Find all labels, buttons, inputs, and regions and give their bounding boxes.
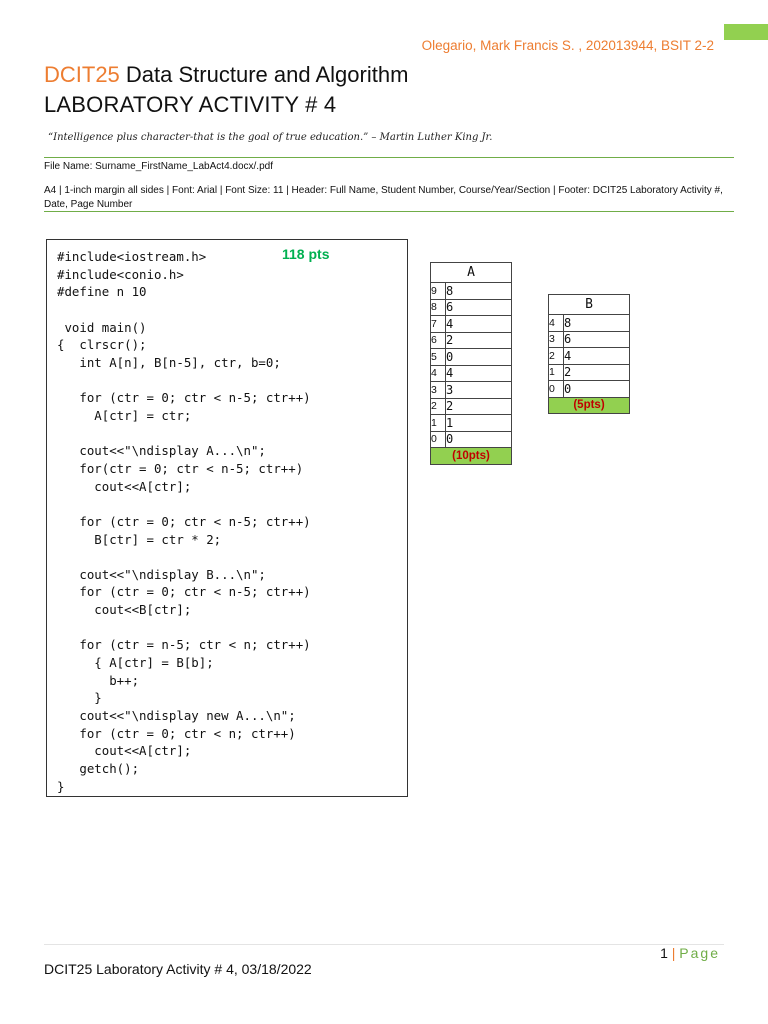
array-b-row xyxy=(549,381,630,398)
array-a-row xyxy=(431,299,512,316)
code-points-label: 118 pts xyxy=(282,246,330,262)
file-name-instruction: File Name: Surname_FirstName_LabAct4.docx/.pdf xyxy=(44,161,273,172)
array-a-row xyxy=(431,415,512,432)
array-a-row xyxy=(431,349,512,366)
array-b-row xyxy=(549,348,630,365)
array-a-index: 7 xyxy=(431,316,446,333)
course-name: Data Structure and Algorithm xyxy=(125,62,409,87)
divider-bottom xyxy=(44,211,734,212)
array-a-value: 2 xyxy=(446,332,512,349)
array-a-value: 0 xyxy=(446,349,512,366)
array-b-value: 4 xyxy=(564,348,630,365)
array-a-index: 4 xyxy=(431,365,446,382)
quote: “Intelligence plus character-that is the goal of true education.” – Martin Luther King Jr. xyxy=(48,132,493,143)
array-a-index: 6 xyxy=(431,332,446,349)
array-a-index: 9 xyxy=(431,283,446,300)
array-a-row xyxy=(431,431,512,448)
array-a-value: 1 xyxy=(446,415,512,432)
code-listing: #include<iostream.h> #include<conio.h> #define n 10 void main() { clrscr(); int A[n], B[n-5], ctr, b=0; for (ctr = 0; ctr < n-5; ctr++) A[ctr] = ctr; cout<<"\ndisplay A...\n"; for(ctr = 0; ctr < n-5; ctr++) cout<<A[ctr]; for (ctr = 0; ctr < n-5; ctr++) B[ctr] = ctr * 2; cout<<"\ndisplay B...\n"; for (ctr = 0; ctr < n-5; ctr++) cout<<B[ctr]; for (ctr = n-5; ctr < n; ctr++) { A[ctr] = B[b]; b++; } cout<<"\ndisplay new A...\n"; for (ctr = 0; ctr < n; ctr++) cout<<A[ctr]; getch(); } xyxy=(57,249,311,794)
array-b-index: 3 xyxy=(549,331,564,348)
array-b-value: 0 xyxy=(564,381,630,398)
array-a-title: A xyxy=(431,263,512,283)
array-a-points: (10pts) xyxy=(431,448,512,465)
array-b-table xyxy=(548,294,630,414)
array-b-points: (5pts) xyxy=(549,397,630,414)
array-b-title: B xyxy=(549,295,630,315)
array-a-value: 2 xyxy=(446,398,512,415)
array-b-index: 4 xyxy=(549,315,564,332)
array-a-value: 6 xyxy=(446,299,512,316)
divider-top xyxy=(44,157,734,158)
footer-divider xyxy=(44,944,724,945)
array-a-value: 3 xyxy=(446,382,512,399)
array-b-value: 8 xyxy=(564,315,630,332)
array-b-row xyxy=(549,331,630,348)
array-a-row xyxy=(431,316,512,333)
student-info: Olegario, Mark Francis S. , 202013944, BSIT 2-2 xyxy=(421,38,714,53)
array-a-index: 0 xyxy=(431,431,446,448)
array-b-row xyxy=(549,364,630,381)
array-a-row xyxy=(431,398,512,415)
array-b-value: 2 xyxy=(564,364,630,381)
array-a-row xyxy=(431,283,512,300)
course-heading xyxy=(44,62,408,88)
course-code: DCIT25 xyxy=(44,62,120,87)
array-a-row xyxy=(431,365,512,382)
array-b-value: 6 xyxy=(564,331,630,348)
array-a-row xyxy=(431,382,512,399)
array-a-index: 3 xyxy=(431,382,446,399)
array-b-index: 2 xyxy=(549,348,564,365)
array-a-index: 8 xyxy=(431,299,446,316)
array-a-value: 0 xyxy=(446,431,512,448)
format-requirements: A4 | 1-inch margin all sides | Font: Arial | Font Size: 11 | Header: Full Name, Student Number, Course/Year/Section | Footer: DCIT25 Laboratory Activity #, Date, Page Number xyxy=(44,185,723,210)
page-word: Page xyxy=(679,945,720,961)
array-a-index: 1 xyxy=(431,415,446,432)
array-a-value: 4 xyxy=(446,316,512,333)
array-a-index: 5 xyxy=(431,349,446,366)
array-b-row xyxy=(549,315,630,332)
array-a-value: 8 xyxy=(446,283,512,300)
page-separator: | xyxy=(671,945,676,961)
array-b-index: 0 xyxy=(549,381,564,398)
page-number xyxy=(660,945,720,961)
array-b-index: 1 xyxy=(549,364,564,381)
code-listing-box xyxy=(46,239,408,797)
activity-title: LABORATORY ACTIVITY # 4 xyxy=(44,92,337,117)
array-a-row xyxy=(431,332,512,349)
footer-text: DCIT25 Laboratory Activity # 4, 03/18/2022 xyxy=(44,961,312,977)
array-a-table xyxy=(430,262,512,465)
page-number-value: 1 xyxy=(660,945,668,961)
array-a-value: 4 xyxy=(446,365,512,382)
array-a-index: 2 xyxy=(431,398,446,415)
header-accent-tab xyxy=(724,24,768,40)
